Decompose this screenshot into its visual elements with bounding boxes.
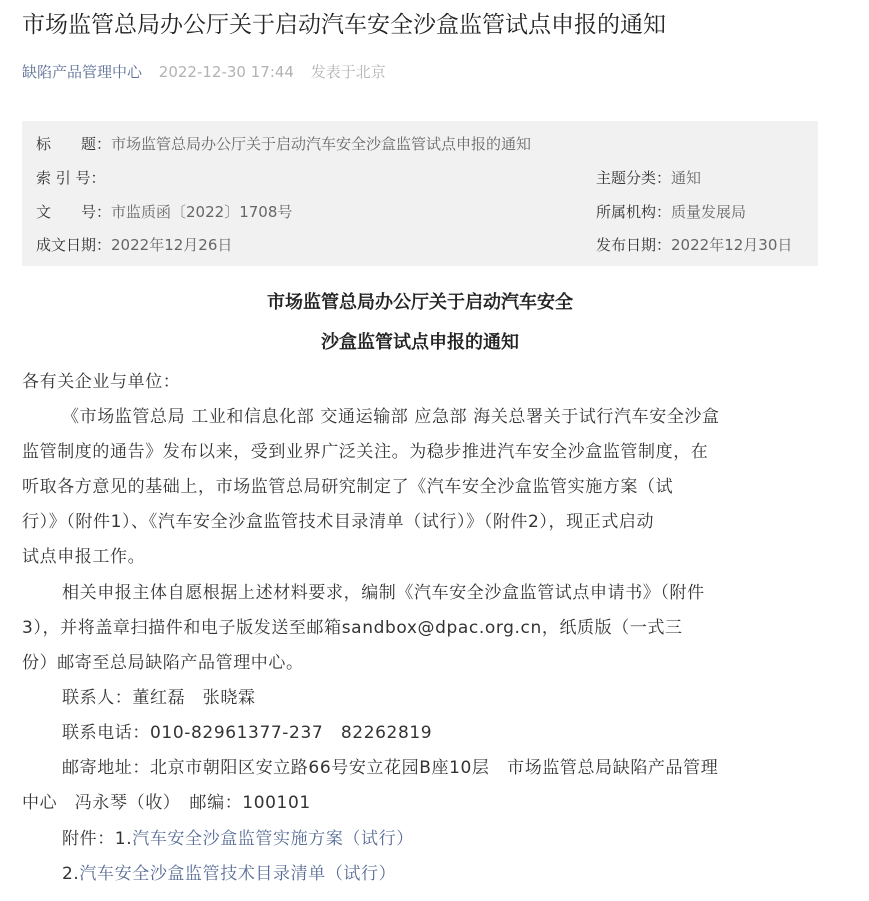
info-created-label: 成文日期： bbox=[36, 236, 112, 254]
attachment-2-link[interactable]: 汽车安全沙盒监管技术目录清单（试行） bbox=[79, 864, 397, 884]
info-index-row bbox=[36, 165, 106, 191]
paragraph1-line2: 监管制度的通告》发布以来，受到业界广泛关注。为稳步推进汽车安全沙盒监管制度，在 bbox=[22, 442, 709, 462]
contact-phone: 联系电话：010-82961377-237 82262819 bbox=[62, 723, 433, 743]
info-org-row bbox=[596, 199, 746, 225]
info-org-value: 质量发展局 bbox=[671, 203, 747, 221]
publish-time: 2022-12-30 17:44 bbox=[158, 63, 294, 81]
mailing-address-line1: 邮寄地址：北京市朝阳区安立路66号安立花园B座10层 市场监管总局缺陷产品管理 bbox=[62, 758, 719, 778]
info-title-row bbox=[36, 131, 531, 157]
paragraph1-line3: 听取各方意见的基础上，市场监管总局研究制定了《汽车安全沙盒监管实施方案（试 bbox=[22, 477, 674, 497]
salutation: 各有关企业与单位： bbox=[22, 372, 181, 392]
info-published-value: 2022年12月30日 bbox=[671, 236, 793, 254]
info-title-value: 市场监管总局办公厅关于启动汽车安全沙盒监管试点申报的通知 bbox=[111, 135, 532, 153]
attachment-2 bbox=[62, 859, 822, 889]
info-index-label: 索 引 号： bbox=[36, 169, 106, 187]
info-category-row bbox=[596, 165, 701, 191]
info-created-row bbox=[36, 232, 232, 258]
article-meta bbox=[22, 59, 386, 85]
account-name-link[interactable]: 缺陷产品管理中心 bbox=[22, 63, 143, 81]
paragraph2-line3: 份）邮寄至总局缺陷产品管理中心。 bbox=[22, 653, 304, 673]
info-created-value: 2022年12月26日 bbox=[111, 236, 233, 254]
info-category-value: 通知 bbox=[671, 169, 702, 187]
paragraph1-line5: 试点申报工作。 bbox=[22, 547, 146, 567]
paragraph2-line2: 3），并将盖章扫描件和电子版发送至邮箱sandbox@dpac.org.cn，纸质版（一式三 bbox=[22, 618, 683, 638]
info-title-label: 标 题： bbox=[36, 135, 112, 153]
paragraph2-line1: 相关申报主体自愿根据上述材料要求，编制《汽车安全沙盒监管试点申请书》（附件 bbox=[62, 583, 705, 603]
document-heading-line2: 沙盒监管试点申报的通知 bbox=[321, 332, 519, 353]
paragraph1-line4: 行）》（附件1）、《汽车安全沙盒监管技术目录清单（试行）》（附件2），现正式启动 bbox=[22, 512, 655, 532]
contact-person: 联系人：董红磊 张晓霖 bbox=[62, 688, 256, 708]
attachment-1 bbox=[62, 824, 822, 854]
info-category-label: 主题分类： bbox=[596, 169, 672, 187]
attachment-2-prefix: 2. bbox=[62, 864, 80, 884]
info-org-label: 所属机构： bbox=[596, 203, 672, 221]
paragraph1-line1: 《市场监管总局 工业和信息化部 交通运输部 应急部 海关总署关于试行汽车安全沙盒 bbox=[62, 407, 720, 427]
mailing-address-line2: 中心 冯永琴（收） 邮编：100101 bbox=[22, 793, 311, 813]
info-docno-label: 文 号： bbox=[36, 203, 112, 221]
info-published-label: 发布日期： bbox=[596, 236, 672, 254]
document-heading-line1: 市场监管总局办公厅关于启动汽车安全 bbox=[267, 292, 573, 313]
info-published-row bbox=[596, 232, 792, 258]
info-docno-row bbox=[36, 199, 292, 225]
info-docno-value: 市监质函〔2022〕1708号 bbox=[111, 203, 293, 221]
attachment-1-link[interactable]: 汽车安全沙盒监管实施方案（试行） bbox=[132, 829, 414, 849]
attachment-prefix: 附件：1. bbox=[62, 829, 133, 849]
publish-location: 发表于北京 bbox=[310, 63, 386, 81]
document-info-table bbox=[22, 121, 818, 266]
article-title: 市场监管总局办公厅关于启动汽车安全沙盒监管试点申报的通知 bbox=[22, 12, 666, 38]
